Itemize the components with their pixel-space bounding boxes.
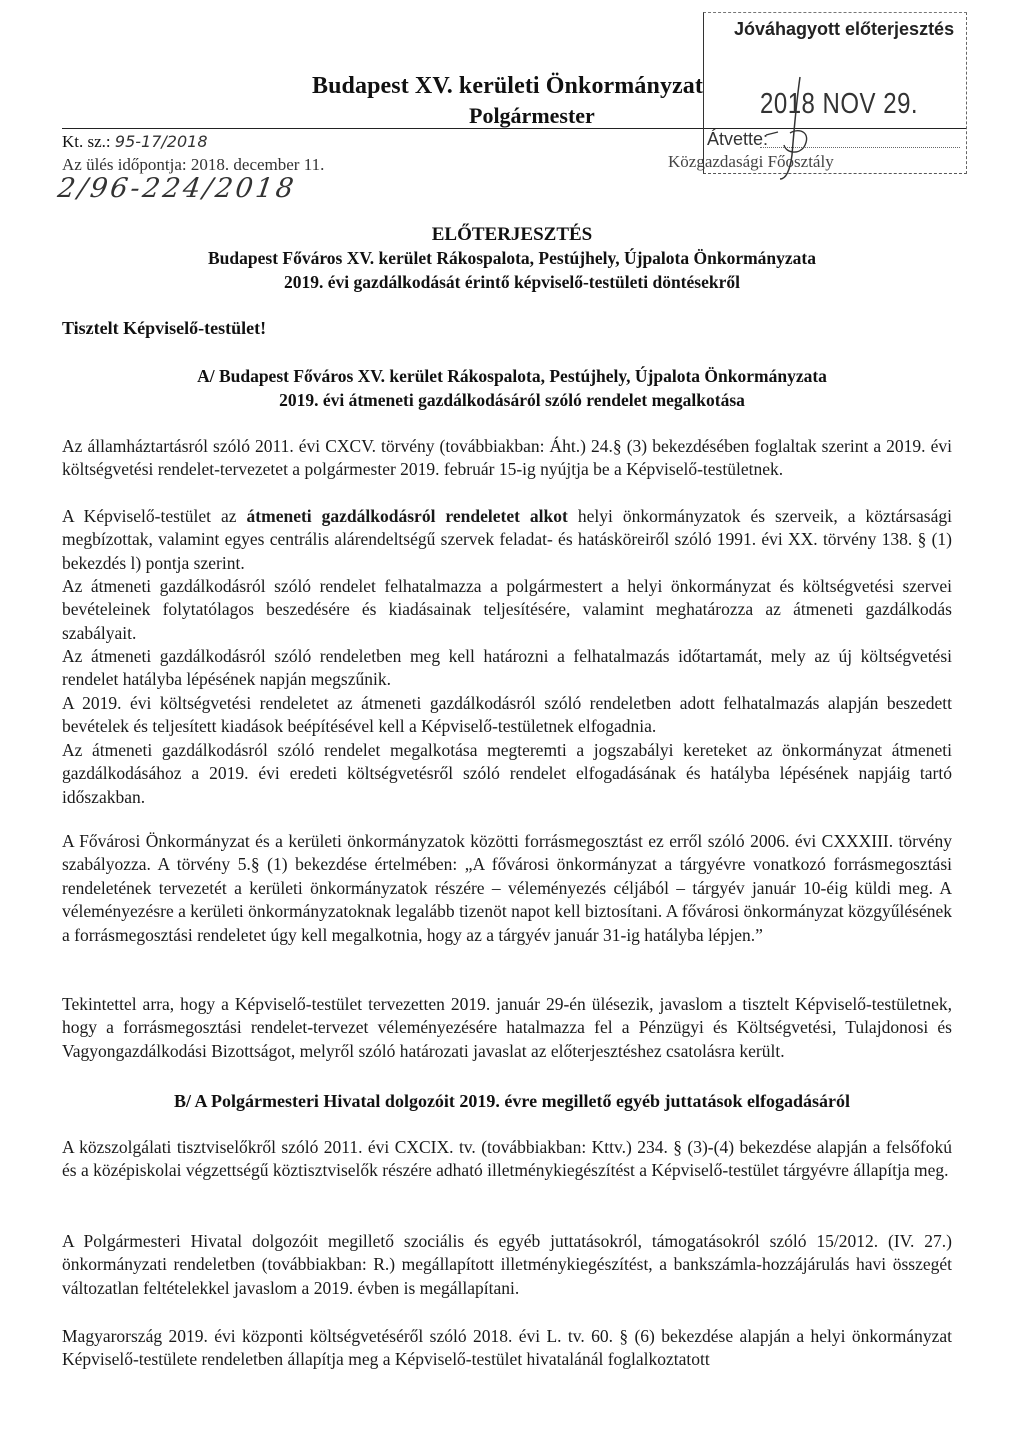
paragraph-emphasis: átmeneti gazdálkodásról rendeletet alkot <box>246 506 568 526</box>
paragraph-authorization: Az átmeneti gazdálkodásról szóló rendelet felhatalmazza a polgármestert a helyi önkormányzat és költségvetési szervei bevételeinek folytatólagos beszedésére és kiadásainak teljesítésére, valamint meghatározza az átmeneti gazdálkodás szabályait. <box>62 576 952 643</box>
paragraph-text: helyi önkormányzatok és szerveik, a köztársasági megbízottak, valamint egyes centrális alárendeltségű szervek feladat- és hatásköreiről szóló 1991. évi XX. törvény 138. § (1) bekezdés l) pontja szerint. <box>62 506 952 573</box>
handwritten-reference: 2/96-224/2018 <box>55 173 299 204</box>
meeting-date: Az ülés időpontja: 2018. december 11. <box>62 155 325 174</box>
stamp-date: 2018 NOV 29. <box>760 88 919 121</box>
document-title: ELŐTERJESZTÉS <box>431 224 593 245</box>
signature-scribble-icon <box>700 75 820 185</box>
document-subtitle-line1: Budapest Főváros XV. kerület Rákospalota, Pestújhely, Újpalota Önkormányzata <box>208 248 816 268</box>
paragraph-legal-framework: Az átmeneti gazdálkodásról szóló rendelet megalkotása megteremti a jogszabályi kereteket az önkormányzat átmeneti gazdálkodásához a 2019. évi eredeti költségvetésről szóló rendelet elfogadásának és hatályba lépésének napjáig tartó időszakban. <box>62 740 952 807</box>
salutation: Tisztelt Képviselő-testület! <box>62 318 267 338</box>
department-label: Közgazdasági Főosztály <box>668 152 834 171</box>
case-number-value: 95-17/2018 <box>114 132 208 151</box>
paragraph-text: A Képviselő-testület az <box>62 506 247 526</box>
paragraph-committee-authorization: Tekintettel arra, hogy a Képviselő-testület tervezetten 2019. január 29-én ülésezik, javaslom a tisztelt Képviselő-testületnek, hogy a forrásmegosztási rendelet-tervezet véleményezésére hatalmazza fel a Pénzügyi és Költségvetési, Tulajdonosi és Vagyongazdálkodási Bizottságot, melyről szóló határozati javaslat az előterjesztéshez csatolásra került. <box>62 994 952 1061</box>
paragraph-social-benefits: A Polgármesteri Hivatal dolgozóit megillető szociális és egyéb juttatásokról, támogatásokról szóló 15/2012. (IV. 27.) önkormányzati rendeletben (továbbiakban: R.) megállapított illetménykiegészítést, a bankszámla-hozzájárulás havi összegét változatlan feltételekkel javaslom a 2019. évben is megállapítani. <box>62 1231 952 1298</box>
case-number-label: Kt. sz.: <box>62 132 111 151</box>
paragraph-central-budget: Magyarország 2019. évi központi költségvetéséről szóló 2018. évi L. tv. 60. § (6) bekezdése alapján a helyi önkormányzat Képviselő-testülete rendeletben állapítja meg a Képviselő-testület hivatalánál foglalkoztatott <box>62 1326 952 1370</box>
section-b-heading: B/ A Polgármesteri Hivatal dolgozóit 2019. évre megillető egyéb juttatások elfogadásáról <box>173 1091 851 1111</box>
case-number <box>62 132 208 152</box>
stamp-title: Jóváhagyott előterjesztés <box>734 19 955 39</box>
organization-subtitle: Polgármester <box>469 103 595 128</box>
section-a-heading-line1: A/ Budapest Főváros XV. kerület Rákospalota, Pestújhely, Újpalota Önkormányzata <box>197 366 827 386</box>
section-a-heading-line2: 2019. évi átmeneti gazdálkodásáról szóló rendelet megalkotása <box>279 390 745 410</box>
document-subtitle-line2: 2019. évi gazdálkodását érintő képviselő-testületi döntésekről <box>284 272 740 292</box>
paragraph-resource-sharing: A Fővárosi Önkormányzat és a kerületi önkormányzatok közötti forrásmegosztást ez erről szóló 2006. évi CXXXIII. törvény szabályozza. A törvény 5.§ (1) bekezdése értelmében: „A fővárosi önkormányzat a tárgyévre vonatkozó forrásmegosztási rendeletének tervezetét a kerületi önkormányzatok részére – véleményezés céljából – tárgyév január 10-éig küldi meg. A véleményezésre a kerületi önkormányzatoknak legalább tizenöt napot kell biztosítani. A fővárosi önkormányzat közgyűlésének a forrásmegosztási rendeletet úgy kell megalkotnia, hogy az a tárgyév január 31-ig hatályba lépjen.” <box>62 831 952 945</box>
paragraph-aht: Az államháztartásról szóló 2011. évi CXCV. törvény (továbbiakban: Áht.) 24.§ (3) bekezdésében foglaltak szerint a 2019. évi költségvetési rendelet-tervezetet a polgármester 2019. február 15-ig nyújtja be a Képviselő-testületnek. <box>62 436 952 480</box>
organization-name: Budapest XV. kerületi Önkormányzat <box>312 73 703 99</box>
stamp-received-label: Átvette: <box>707 129 769 149</box>
paragraph-kttv: A közszolgálati tisztviselőkről szóló 2011. évi CXCIX. tv. (továbbiakban: Kttv.) 234. § (3)-(4) bekezdése alapján a felsőfokú és a középiskolai végzettségű köztisztviselők részére adható illetménykiegészítést a Képviselő-testület tárgyévre állapítja meg. <box>62 1137 952 1181</box>
paragraph-duration: Az átmeneti gazdálkodásról szóló rendeletben meg kell határozni a felhatalmazás időtartamát, mely az új költségvetési rendelet hatályba lépésének napján megszűnik. <box>62 646 952 690</box>
paragraph-interim-decree <box>62 505 952 575</box>
paragraph-budget-adoption: A 2019. évi költségvetési rendeletet az átmeneti gazdálkodásról szóló rendeletben adott felhatalmazás alapján beszedett bevételek és teljesített kiadások beépítésével kell a Képviselő-testületnek elfogadnia. <box>62 693 952 737</box>
